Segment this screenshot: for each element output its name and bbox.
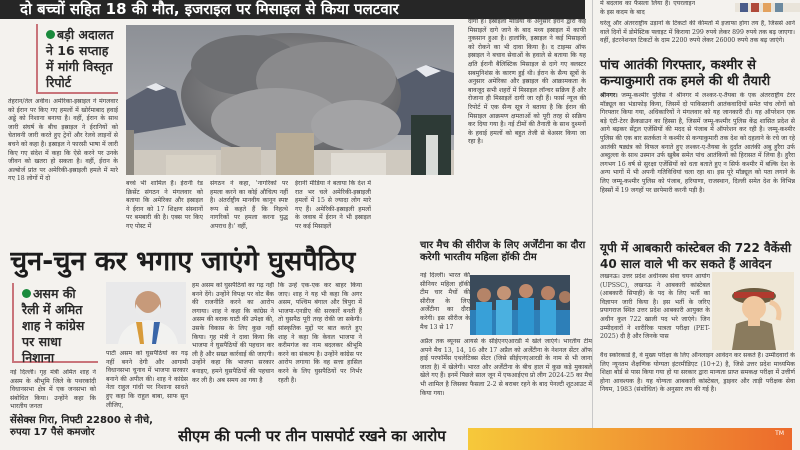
terror-text — [600, 92, 795, 232]
terror-headline: पांच आतंकी गिरफ्तार, कश्मीर से कन्याकुमारी तक हमले की थी तैयारी — [600, 58, 771, 89]
hockey-headline: चार मैच की सीरीज के लिए अर्जेंटीना का दौरा करेगी भारतीय महिला हॉकी टीम — [420, 240, 586, 263]
excise-constable-illustration — [712, 272, 794, 350]
lead-col-5: दागी हैं। इस्राइली मीडिया के अनुसार ईरान द्वारा कई मिसाइलें दागे जाने के बाद मध्य इस्राइल में काफी नुकसान हुआ है। हालांकि, इस्राइल ने कई मिसाइलों को रोकने का भी दावा किया है। द टाइम्स ऑफ इस्राइल ने बचाव सेवाओं के हवाले से बताया कि यह क्षति ईरानी बैलिस्टिक मिसाइल से दागे गए क्लस्टर सबमुनिशंस के कारण हुई थी। ईरान के सैन्य सूत्रों के अनुसार अमेरिका और इस्राइल की आक्रामकता के बावजूद सभी शहरों में मिसाइल लॉन्चर सक्रिय हैं और रोजाना ही मिसाइलें दागी जा रही हैं। फार्स न्यूज की रिपोर्ट में एक सैन्य सूत्र ने बताया है कि ईरान की मिसाइल आक्रमण क्षमताओं को पूरी तरह से सक्रिय कर दिया गया है। नई टीमों की तैनाती के साथ दुश्मनों के हवाई हमलों को बहुत तेजी से बेअसर किया जा रहा है। — [468, 18, 586, 146]
excise-text: वैध स्कोरकार्ड है, वे मुख्य परीक्षा के लिए ऑनलाइन आवेदन कर सकते हैं। उम्मीदवारों के लिए न्यूनतम शैक्षणिक योग्यता इंटरमीडिएट (10+2) है, जिसे उत्तर प्रदेश माध्यमिक शिक्षा बोर्ड से पास किया गया हो या सरकार द्वारा मान्यता प्राप्त समकक्ष परीक्षा में उत्तीर्ण होना आवश्यक है। यह योग्यता आबकारी कांस्टेबल, ड्राइवर और ताड़ी परीक्षक सेवा नियम, 1983 (संशोधित) के अनुसार तय की गई है। — [600, 352, 795, 394]
shah-col-4: कि उन्हें एक-एक कर बाहर किया जाए। शाह ने यह भी कहा कि अगर असम, पश्चिम बंगाल और त्रिपुरा में भाजपा-एनडीए की सरकारें बनती हैं तो घुसपैठ पूरी तरह रोकी जा सकेगी। सांस्कृतिक मुद्दों पर बात करते हुए शाह ने कहा कि केवल भाजपा ने करीमगंज का नाम बदलकर श्रीभूमि करने का संकल्प है। उन्होंने कांग्रेस पर आरोप लगाया कि वह सत्ता हासिल करने के लिए घुसपैठियों पर निर्भर रहती है। — [278, 282, 362, 384]
hockey-text: अप्रैल तक ब्यूनस आयर्स के सीईएनएआरडी में खेले जाएंगे। भारतीय टीम अपने मैच 13, 14, 16 और 17 अप्रैल को अर्जेंटीना के नेशनल सेंटर ऑफ हाई परफॉर्मेंस एथलेटिक्स सेंटर (जिसे सीईएनएआरडी के नाम से भी जाना जाता है) में खेलेगी। भारत और अर्जेंटीना के बीच हाल में कुछ कड़े मुकाबले खेले गए हैं। इनमें पिछले साल जून में एफआईएच प्रो लीग 2024-25 का मैच भी शामिल है जिसका फैसला 2-2 से बराबर रहने के बाद पेनल्टी शूटआउट में किया गया। — [420, 338, 592, 397]
shah-col-2: पार्टी असम को घुसपैठियों का गढ़ नहीं बनने देगी और आगामी विधानसभा चुनाव में भाजपा सरकार बनाने की अपील की। शाह ने कांग्रेस नेता राहुल गांधी पर निशाना साधते हुए कहा कि राहुल बाबा, साफ सुन लीजिए, — [106, 350, 188, 409]
airfare-text: घरेलू और अंतरराष्ट्रीय उड़ानों के टिकटों की कीमतों में इजाफा होगा तय है, जिससे आने वाले दिनों में डोमेस्टिक फ्लाइट में किराया 299 रुपये लेकर 899 रुपये तक बढ़ जाएगा। वहीं, इंटरनेशनल टिकटों के दाम 2200 रुपये लेकर 26000 रुपये तक बढ़ जाएंगे। — [600, 20, 795, 45]
cm-passport-headline: सीएम की पत्नी पर तीन पासपोर्ट रखने का आरोप — [178, 427, 446, 445]
market-brief-headline: सेंसेक्स गिरा, निफ्टी 22800 से नीचे, रुपया 17 पैसे कमजोर — [10, 415, 153, 438]
hockey-text-side: नई दिल्ली। भारत की सीनियर महिला हॉकी टीम चार मैचों की सीरीज के लिए अर्जेंटीना का दौरा करेगी। इस सीरीज के मैच 13 से 17 — [420, 272, 470, 331]
hockey-team-photo — [470, 275, 570, 335]
lead-col-4: ईरानी मीडिया ने बताया कि देश में रात भर चले अमेरिकी-इस्राइली हमलों में 15 से ज्यादा लोग मारे गए हैं। अमेरिकी-इस्राइली हमलों के जवाब में ईरान ने भी इस्राइल पर कई मिसाइलें — [295, 180, 371, 230]
terror-dateline: श्रीनगर। — [600, 92, 618, 99]
lead-sidebox — [36, 24, 118, 94]
shah-sidebox-text: असम की रैली में अमित शाह ने कांग्रेस पर साधा निशाना — [22, 286, 85, 365]
excise-headline: यूपी में आबकारी कांस्टेबल की 722 वैकेंसी 40 साल वाले भी कर सकते हैं आवेदन — [600, 241, 792, 271]
column-divider — [592, 0, 593, 450]
lead-headline: दो बच्चों सहित 18 की मौत, इजराइल पर मिसाइल से किया पलटवार — [20, 0, 399, 18]
bullet-dot-icon — [46, 30, 55, 39]
lead-col-2: बच्चे भी शामिल हैं। ईरानी रेड क्रिसेंट संगठन ने मंगलवार को बताया कि अमेरिका और इस्राइल ने ईरान को 17 शिक्षण संस्थानों पर बमबारी की है। एक्स पर किए गए पोस्ट में — [126, 180, 203, 230]
airfare-photo — [735, 0, 800, 12]
shah-col-3: हम असम को घुसपैठियों का गढ़ नहीं बनने देंगे। उन्होंने विपक्ष पर वोट बैंक की राजनीति करने का आरोप लगाया। शाह ने कहा कि कांग्रेस ने असम की बराक घाटी की उपेक्षा की, उसके विकास के लिए कुछ नहीं किया। गृह मंत्री ने दावा किया कि भाजपा ने घुसपैठियों की पहचान कर ली है और सख्त कार्रवाई की जाएगी। उन्होंने कहा कि भाजपा सरकार बनाइए, हमने घुसपैठियों की पहचान कर ली है। अब समय आ गया है — [192, 282, 274, 384]
terror-body: जम्मू-कश्मीर पुलिस ने श्रीनगर में लश्कर-ए-तैयबा के एक अंतरराष्ट्रीय टेरर मॉड्यूल का भंडाफोड़ किया, जिसमें दो पाकिस्तानी आतंकवादियों समेत पांच लोगों को गिरफ्तार किया गया, अधिकारियों ने मंगलवार को यह जानकारी दी। यह ऑपरेशन एक बड़े एंटी-टेरर क्रैकडाउन का हिस्सा है, जिसमें जम्मू-कश्मीर पुलिस केंद्र शासित प्रदेश से आगे बढ़कर सेंट्रल एजेंसियों की मदद से पंजाब में ऑपरेशन कर रही है। जम्मू-कश्मीर पुलिस की एक बार सतर्कता ने कश्मीर से कन्याकुमारी तक देश को दहलाने के रचे जा रहे आतंकी षड्यंत्र को विफल बनाते हुए लश्कर-ए-तैयबा के दुर्दांत आतंकी अबु हुरैरा उर्फ अब्दुल्ला के साथ उस्मान उर्फ खुबैब समेत पांच आतंकियों को हिरासत में लिया है। हुरैरा लगभग 16 वर्ष से सुरक्षा एजेंसियों को धता बताते हुए न सिर्फ कश्मीर में बल्कि देश के अन्य भागों में भी अपनी गतिविधियां चला रहा था। इस पूरे मॉड्यूल को पता लगाने के लिए जम्मू-कश्मीर पुलिस को पंजाब, हरियाणा, राजस्थान, दिल्ली समेत देश के विभिन्न हिस्सों में 19 जगहों पर छापेमारी करनी पड़ी है। — [600, 92, 795, 194]
bullet-dot-icon — [22, 289, 31, 298]
lead-col-3: संगठन ने कहा, 'नागरिकों पर हमला करने का कोई औचित्य नहीं है। अंतर्राष्ट्रीय मानवीय कानून स्पष्ट रूप से कहते हैं कि निहत्थे नागरिकों पर हमला करना युद्ध अपराध है।' वहीं, — [210, 180, 288, 230]
airfare-text-top: में बदलाव का फैसला लिया है। एयरलाइन के इस कदम के बाद — [600, 0, 695, 16]
shah-sidebox — [12, 283, 98, 363]
lead-headline-banner — [0, 0, 585, 19]
lead-photo-smoke-over-city — [126, 25, 454, 175]
shah-headline: चुन-चुन कर भगाए जाएंगे घुसपैठिए — [10, 246, 356, 277]
lead-sidebox-text: बड़ी अदालत ने 16 सप्ताह में मांगी विस्तृत रिपोर्ट — [46, 27, 114, 90]
lead-col-1: तेहरान/तेल अवीव। अमेरिका-इस्राइल ने मंगलवार को ईरान पर किए गए हमलों में खोर्रमाबाद हवाई अड्डे को निशाना बनाया है। वहीं, ईरान के साथ जारी संघर्ष के बीच इस्राइल ने ईरानियों को चेतावनी जारी करते हुए ट्रेनों और रेलवे लाइनों से बचने को कहा है। इस्राइल ने फारसी भाषा में जारी किए गए संदेश में कहा कि ऐसे करने पर उनके जीवन को खतरा हो सकता है। वहीं, ईरान के अल्बोर्ज प्रांत पर अमेरिकी-इस्राइली हमले में मारे गए 18 लोगों में दो — [8, 98, 118, 183]
shah-photo — [106, 282, 186, 344]
trademark-mark: TM — [775, 430, 784, 437]
excise-text-side: लखनऊ। उत्तर प्रदेश अधीनस्थ सेवा चयन आयोग (UPSSC), लखनऊ ने आबकारी कांस्टेबल (आबकारी सिपाही) के पद के लिए भर्ती का विज्ञापन जारी किया है। इस भर्ती के जरिए प्रयागराज स्थित उत्तर प्रदेश आबकारी आयुक्त के अधीन कुल 722 खाली पद भरे जाएंगे। जिन उम्मीदवारों ने शारीरिक पात्रता परीक्षा (PET-2025) दी है और जिनके पास — [600, 273, 710, 341]
shah-col-1: नई दिल्ली। गृह मंत्री अमित शाह ने असम के श्रीभूमि जिले के पथरकांदी विधानसभा क्षेत्र में एक जनसभा को संबोधित किया। उन्होंने कहा कि भारतीय जनता — [10, 369, 96, 411]
advertisement-banner[interactable] — [468, 428, 792, 450]
